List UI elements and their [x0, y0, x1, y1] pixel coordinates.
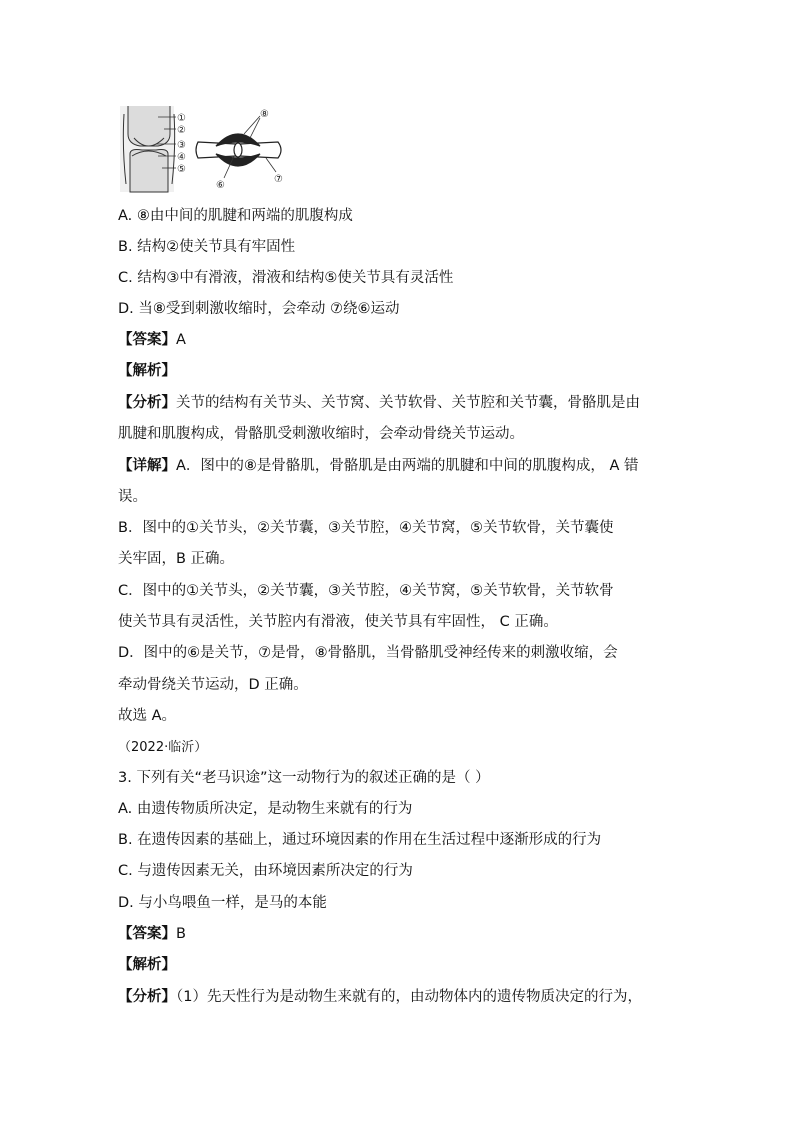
label-4: ④ — [177, 152, 186, 163]
q2-option-d: D. 当⑧受到刺激收缩时，会牵动 ⑦绕⑥运动 — [118, 301, 400, 317]
label-8: ⑧ — [260, 109, 269, 120]
q2-xiangjie-c2: 使关节具有灵活性，关节腔内有滑液，使关节具有牢固性， C 正确。 — [118, 614, 558, 630]
q2-xiangjie-d2: 牵动骨绕关节运动，D 正确。 — [118, 677, 308, 693]
q2-xiangjie-c1: C．图中的①关节头，②关节囊，③关节腔，④关节窝，⑤关节软骨，关节软骨 — [118, 583, 614, 599]
q3-answer — [118, 924, 186, 944]
label-6: ⑥ — [216, 180, 225, 191]
xiangjie-a-text: A．图中的⑧是骨骼肌，骨骼肌是由两端的肌腱和中间的肌腹构成， A 错 — [176, 458, 639, 474]
q3-analysis-tag: 【解析】 — [118, 957, 176, 973]
knee-joint-sketch — [120, 106, 175, 192]
q3-fenxi-line1 — [118, 987, 642, 1007]
answer-tag: 【答案】 — [118, 332, 176, 348]
xiangjie-tag: 【详解】 — [118, 458, 176, 474]
label-3: ③ — [177, 140, 186, 151]
answer-value: B — [176, 926, 186, 942]
joint-diagram — [118, 104, 298, 194]
label-1: ① — [177, 113, 186, 124]
q2-conclusion: 故选 A。 — [118, 708, 177, 724]
q3-stem: 3. 下列有关“老马识途”这一动物行为的叙述正确的是（ ） — [118, 770, 490, 786]
q3-source: （2022·临沂） — [118, 740, 208, 755]
q2-answer — [118, 330, 186, 350]
q3-option-c: C. 与遗传因素无关，由环境因素所决定的行为 — [118, 863, 413, 879]
label-5: ⑤ — [177, 164, 186, 175]
q2-fenxi-line2: 肌腱和肌腹构成，骨骼肌受刺激收缩时，会牵动骨绕关节运动。 — [118, 426, 524, 442]
answer-tag: 【答案】 — [118, 926, 176, 942]
label-2: ② — [177, 125, 186, 136]
q2-fenxi-line1 — [118, 393, 640, 413]
q2-xiangjie-b2: 关牢固，B 正确。 — [118, 551, 235, 567]
q2-xiangjie-d1: D．图中的⑥是关节，⑦是骨，⑧骨骼肌，当骨骼肌受神经传来的刺激收缩，会 — [118, 645, 618, 661]
fenxi-text: （1）先天性行为是动物生来就有的，由动物体内的遗传物质决定的行为， — [176, 989, 642, 1005]
q3-option-a: A. 由遗传物质所决定，是动物生来就有的行为 — [118, 801, 413, 817]
fenxi-tag: 【分析】 — [118, 395, 176, 411]
left-labels — [177, 113, 186, 175]
q3-option-b: B. 在遗传因素的基础上，通过环境因素的作用在生活过程中逐渐形成的行为 — [118, 832, 602, 848]
label-7: ⑦ — [274, 174, 283, 185]
fenxi-tag: 【分析】 — [118, 989, 176, 1005]
q2-xiangjie-a1 — [118, 456, 639, 476]
q2-option-c: C. 结构③中有滑液，滑液和结构⑤使关节具有灵活性 — [118, 270, 454, 286]
q2-xiangjie-a2: 误。 — [118, 489, 147, 505]
q2-option-a: A. ⑧由中间的肌腱和两端的肌腹构成 — [118, 208, 353, 224]
answer-value: A — [176, 332, 186, 348]
q2-analysis-tag: 【解析】 — [118, 363, 176, 379]
fenxi-text: 关节的结构有关节头、关节窝、关节软骨、关节腔和关节囊，骨骼肌是由 — [176, 395, 640, 411]
q3-option-d: D. 与小鸟喂鱼一样，是马的本能 — [118, 895, 327, 911]
q2-xiangjie-b1: B．图中的①关节头，②关节囊，③关节腔，④关节窝，⑤关节软骨，关节囊使 — [118, 520, 614, 536]
q2-option-b: B. 结构②使关节具有牢固性 — [118, 239, 296, 255]
